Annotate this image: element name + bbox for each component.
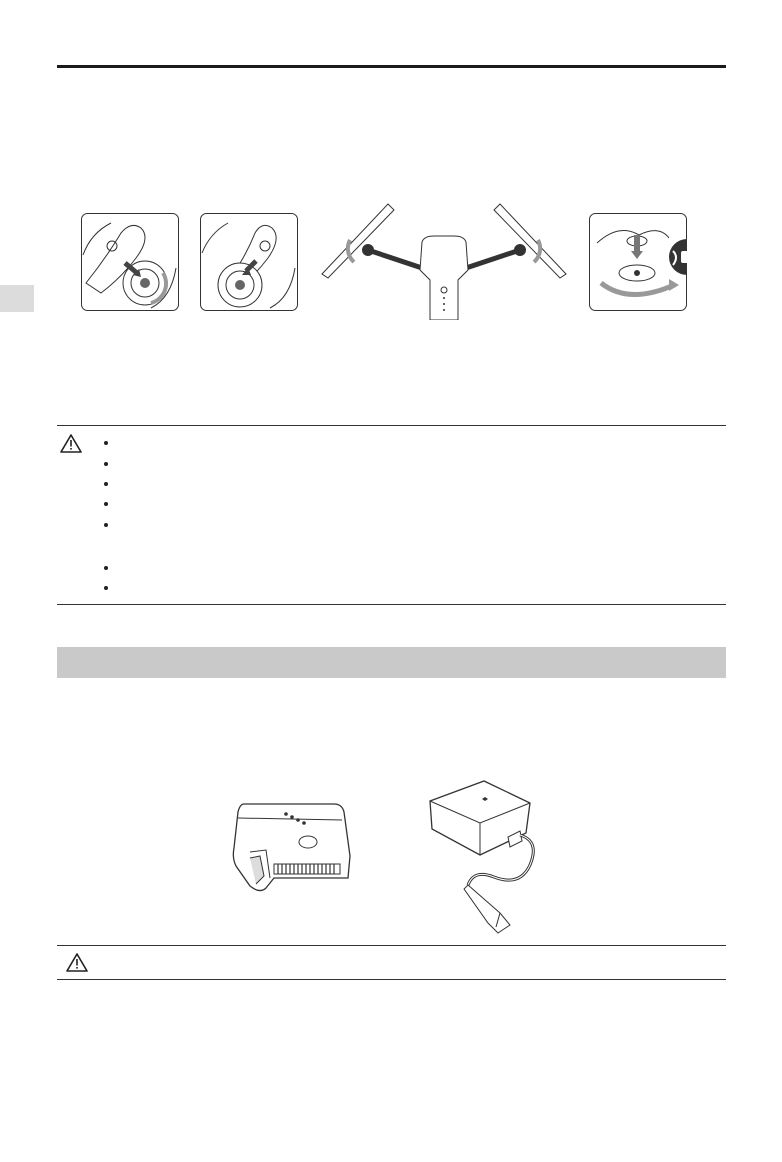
chapter-side-tab <box>0 285 34 312</box>
propeller-press-rotate-figure <box>589 213 687 311</box>
notice-bullet <box>104 482 108 486</box>
notice-bullet <box>104 502 108 506</box>
warning-icon <box>66 953 88 972</box>
notice-bullet <box>104 566 108 570</box>
section-heading-bar <box>57 647 726 678</box>
propeller-lock-figure <box>200 213 298 311</box>
section-title <box>57 647 726 661</box>
notice-bullet <box>104 586 108 590</box>
warning-icon <box>60 434 82 453</box>
notice-bottom-rule <box>57 604 726 605</box>
intelligent-flight-battery-figure <box>230 798 356 896</box>
header-rule <box>57 65 726 68</box>
ac-power-adapter-figure <box>424 775 550 937</box>
notice2-top-rule <box>57 945 726 946</box>
notice-bullet <box>104 462 108 466</box>
notice2-bottom-rule <box>57 979 726 980</box>
aircraft-propellers-figure <box>318 200 570 320</box>
notice-top-rule <box>57 425 726 426</box>
notice-bullet <box>104 523 108 527</box>
notice-bullet <box>104 441 108 445</box>
propeller-unlock-figure <box>81 213 179 311</box>
